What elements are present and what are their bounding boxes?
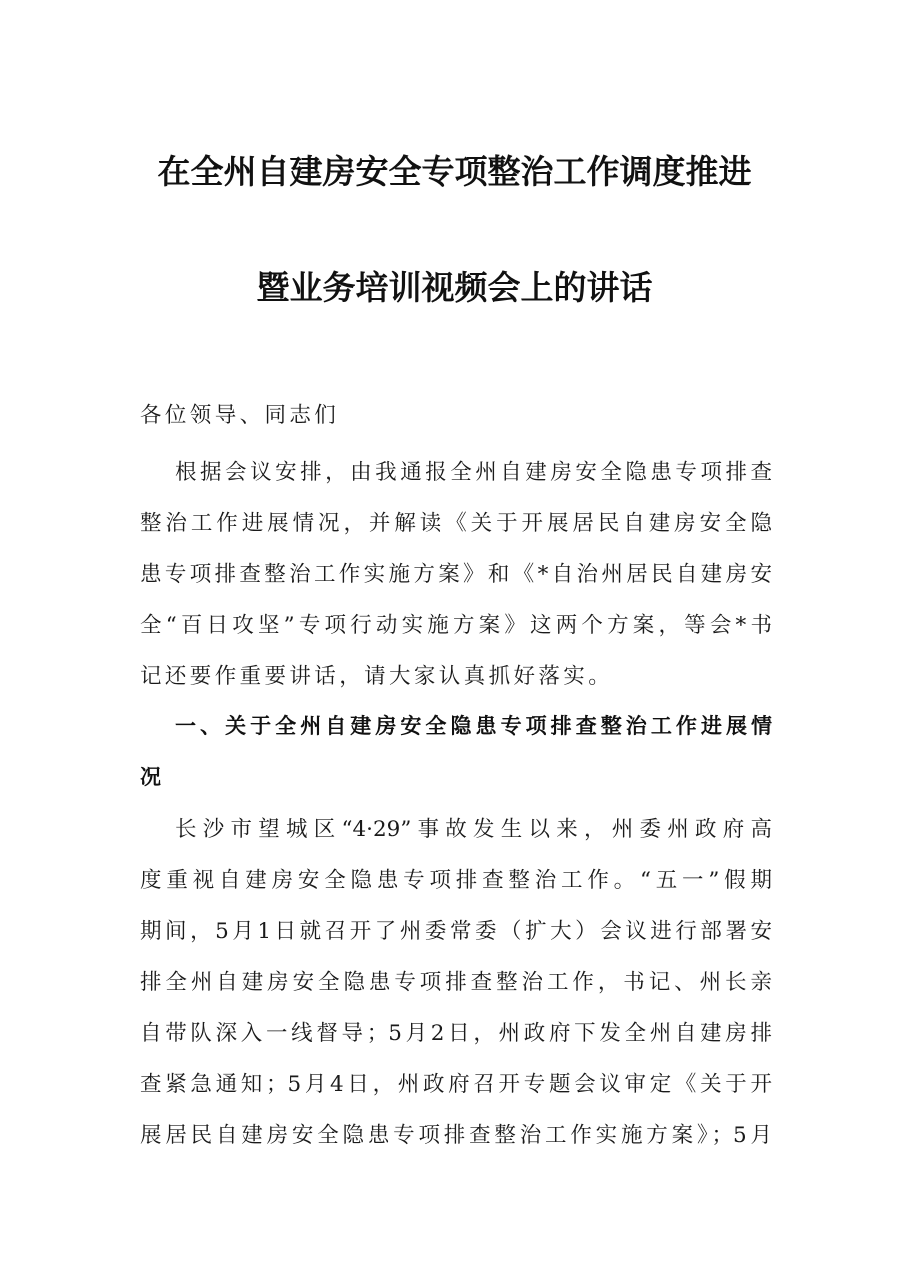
paragraph-2-line: 长沙市望城区“4·29”事故发生以来，州委州政府高 bbox=[175, 817, 772, 842]
document-title-line-2: 暨业务培训视频会上的讲话 bbox=[256, 268, 653, 307]
section-heading-line: 一、关于全州自建房安全隐患专项排查整治工作进展情 bbox=[175, 714, 772, 738]
salutation: 各位领导、同志们 bbox=[140, 403, 340, 428]
paragraph-2-line: 期间，5月1日就召开了州委常委（扩大）会议进行部署安 bbox=[140, 919, 772, 944]
paragraph-1-line: 全“百日攻坚”专项行动实施方案》这两个方案，等会*书 bbox=[140, 613, 772, 638]
section-heading-line: 况 bbox=[140, 765, 164, 789]
paragraph-2-line: 展居民自建房安全隐患专项排查整治工作实施方案》；5月 bbox=[140, 1123, 772, 1148]
paragraph-2-line: 查紧急通知；5月4日，州政府召开专题会议审定《关于开 bbox=[140, 1072, 772, 1097]
paragraph-2-line: 自带队深入一线督导；5月2日，州政府下发全州自建房排 bbox=[140, 1021, 772, 1046]
document-title-line-1: 在全州自建房安全专项整治工作调度推进 bbox=[157, 152, 752, 191]
paragraph-2-line: 度重视自建房安全隐患专项排查整治工作。“五一”假期 bbox=[140, 868, 772, 893]
paragraph-1-line: 根据会议安排，由我通报全州自建房安全隐患专项排查 bbox=[175, 460, 772, 485]
paragraph-2-line: 排全州自建房安全隐患专项排查整治工作，书记、州长亲 bbox=[140, 970, 772, 995]
paragraph-1-line: 患专项排查整治工作实施方案》和《*自治州居民自建房安 bbox=[140, 562, 772, 587]
paragraph-1-line: 整治工作进展情况，并解读《关于开展居民自建房安全隐 bbox=[140, 511, 772, 536]
paragraph-1-line: 记还要作重要讲话，请大家认真抓好落实。 bbox=[140, 664, 614, 689]
